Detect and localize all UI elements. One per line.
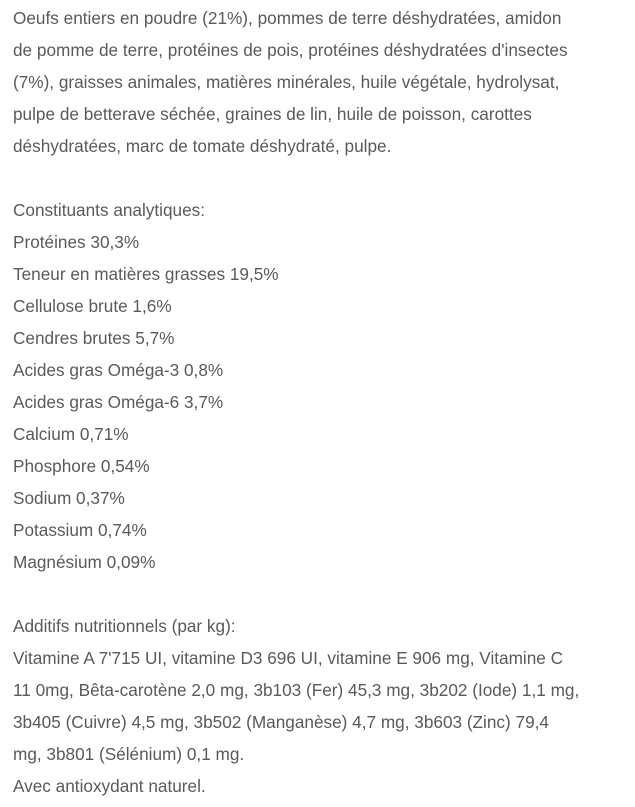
spacer xyxy=(13,578,631,610)
analytical-constituents xyxy=(13,194,631,578)
analytics-item: Acides gras Oméga-6 3,7% xyxy=(13,392,224,412)
analytics-item: Acides gras Oméga-3 0,8% xyxy=(13,360,224,380)
additives-line: 3b405 (Cuivre) 4,5 mg, 3b502 (Manganèse) 4,7 mg, 3b603 (Zinc) 79,4 xyxy=(13,712,549,732)
analytics-heading: Constituants analytiques: xyxy=(13,200,206,220)
composition-line: (7%), graisses animales, matières minérales, huile végétale, hydrolysat, xyxy=(13,72,560,92)
nutritional-additives xyxy=(13,610,631,802)
product-description xyxy=(13,2,631,802)
additives-line: Vitamine A 7'715 UI, vitamine D3 696 UI, vitamine E 906 mg, Vitamine C xyxy=(13,648,564,668)
composition-line: déshydratées, marc de tomate déshydraté, pulpe. xyxy=(13,136,392,156)
additives-line: 11 0mg, Bêta-carotène 2,0 mg, 3b103 (Fer) 45,3 mg, 3b202 (Iode) 1,1 mg, xyxy=(13,680,580,700)
composition-paragraph xyxy=(13,2,631,162)
antioxidant-note: Avec antioxydant naturel. xyxy=(13,776,206,796)
analytics-item: Cellulose brute 1,6% xyxy=(13,296,172,316)
analytics-item: Cendres brutes 5,7% xyxy=(13,328,175,348)
analytics-item: Calcium 0,71% xyxy=(13,424,129,444)
analytics-item: Magnésium 0,09% xyxy=(13,552,156,572)
analytics-item: Teneur en matières grasses 19,5% xyxy=(13,264,279,284)
composition-line: Oeufs entiers en poudre (21%), pommes de terre déshydratées, amidon xyxy=(13,8,562,28)
composition-line: de pomme de terre, protéines de pois, protéines déshydratées d'insectes xyxy=(13,40,568,60)
additives-heading: Additifs nutritionnels (par kg): xyxy=(13,616,236,636)
composition-line: pulpe de betterave séchée, graines de lin, huile de poisson, carottes xyxy=(13,104,532,124)
analytics-item: Potassium 0,74% xyxy=(13,520,147,540)
additives-line: mg, 3b801 (Sélénium) 0,1 mg. xyxy=(13,744,245,764)
analytics-item: Protéines 30,3% xyxy=(13,232,140,252)
spacer xyxy=(13,162,631,194)
analytics-item: Sodium 0,37% xyxy=(13,488,125,508)
analytics-item: Phosphore 0,54% xyxy=(13,456,150,476)
